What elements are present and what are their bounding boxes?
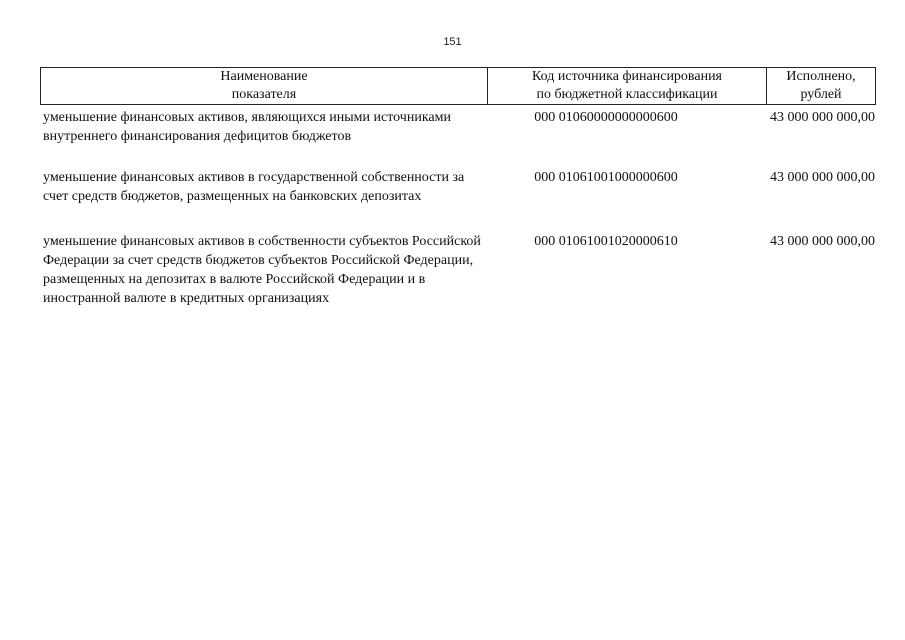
header-name-column	[41, 68, 488, 104]
header-code-line2: по бюджетной классификации	[536, 87, 718, 102]
page-number: 151	[443, 36, 462, 48]
row-name: уменьшение финансовых активов, являющихся иными источниками внутреннего финансирования дефицитов бюджетов	[43, 110, 451, 144]
header-name-line2: показателя	[231, 87, 297, 102]
header-amount-label: Исполнено, рублей	[786, 69, 856, 102]
header-code-line1: Код источника финансирования	[532, 69, 722, 84]
row-amount: 43 000 000 000,00	[770, 234, 875, 249]
row-amount: 43 000 000 000,00	[770, 170, 875, 185]
row-name: уменьшение финансовых активов в государственной собственности за счет средств бюджетов, размещенных на банковских депозитах	[43, 170, 465, 204]
table-header	[40, 67, 876, 105]
row-name: уменьшение финансовых активов в собственности субъектов Российской Федерации за счет средств бюджетов субъектов Российской Федерации, размещенных на депозитах в валюте Российской Федерации и в иностранной валюте в кредитных организациях	[43, 234, 481, 306]
header-amount-column	[767, 68, 875, 104]
header-code-column	[488, 68, 767, 104]
row-code: 000 01060000000000600	[534, 110, 678, 125]
row-code: 000 01061001000000600	[534, 170, 678, 185]
row-code: 000 01061001020000610	[534, 234, 678, 249]
header-name-line1: Наименование	[220, 69, 308, 84]
row-amount: 43 000 000 000,00	[770, 110, 875, 125]
